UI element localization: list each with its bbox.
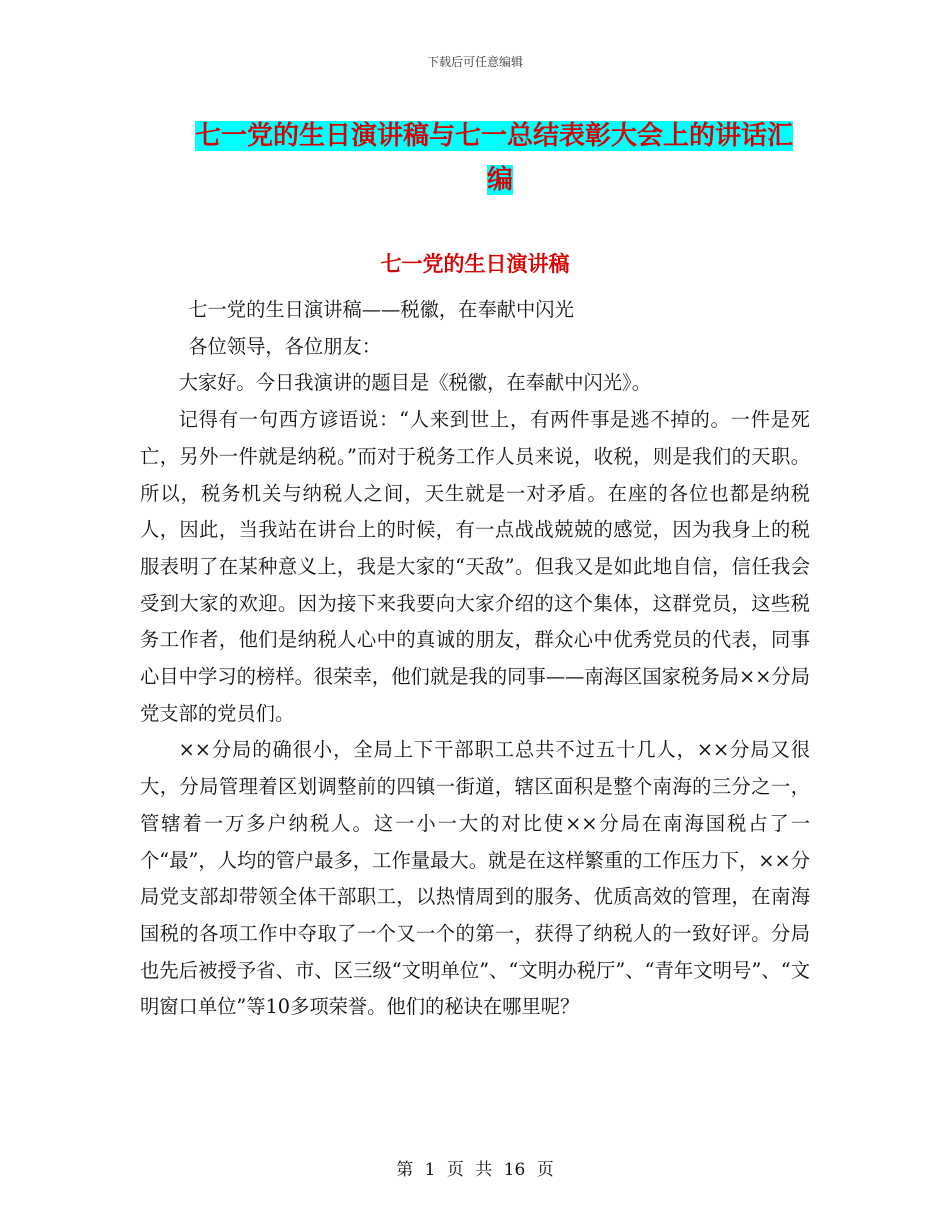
document-title-line-2: 编 bbox=[486, 165, 513, 195]
paragraph-body-2: ××分局的确很小，全局上下干部职工总共不过五十几人，××分局又很大，分局管理着区划调整前的四镇一街道，辖区面积是整个南海的三分之一，管辖着一万多户纳税人。这一小一大的对比使××分局在南海国税占了一个“最”，人均的管户最多，工作量最大。就是在这样繁重的工作压力下，××分局党支部却带领全体干部职工，以热情周到的服务、优质高效的管理，在南海国税的各项工作中夺取了一个又一个的第一，获得了纳税人的一致好评。分局也先后被授予省、市、区三级“文明单位”、“文明办税厅”、“青年文明号”、“文明窗口单位”等10多项荣誉。他们的秘诀在哪里呢？ bbox=[140, 738, 810, 1019]
paragraph-speech-subtitle: 七一党的生日演讲稿——税徽，在奉献中闪光 bbox=[188, 298, 574, 321]
paragraph-greeting: 大家好。今日我演讲的题目是《税徽，在奉献中闪光》。 bbox=[178, 371, 651, 395]
document-body bbox=[140, 292, 810, 1026]
page-number-footer: 第 1 页 共 16 页 bbox=[396, 1160, 554, 1180]
document-title-line-1: 七一党的生日演讲稿与七一总结表彰大会上的讲话汇 bbox=[195, 121, 794, 151]
document-title bbox=[190, 114, 810, 202]
paragraph-salutation: 各位领导，各位朋友： bbox=[188, 334, 382, 358]
section-title: 七一党的生日演讲稿 bbox=[380, 252, 570, 276]
paragraph-body-1: 记得有一句西方谚语说：“人来到世上，有两件事是逃不掉的。一件是死亡，另外一件就是纳税。”而对于税务工作人员来说，收税，则是我们的天职。所以，税务机关与纳税人之间，天生就是一对矛盾。在座的各位也都是纳税人，因此，当我站在讲台上的时候，有一点战战兢兢的感觉，因为我身上的税服表明了在某种意义上，我是大家的“天敌”。但我又是如此地自信，信任我会受到大家的欢迎。因为接下来我要向大家介绍的这个集体，这群党员，这些税务工作者，他们是纳税人心中的真诚的朋友，群众心中优秀党员的代表，同事心目中学习的榜样。很荣幸，他们就是我的同事——南海区国家税务局××分局党支部的党员们。 bbox=[140, 408, 810, 725]
page-header-note: 下载后可任意编辑 bbox=[426, 55, 523, 69]
